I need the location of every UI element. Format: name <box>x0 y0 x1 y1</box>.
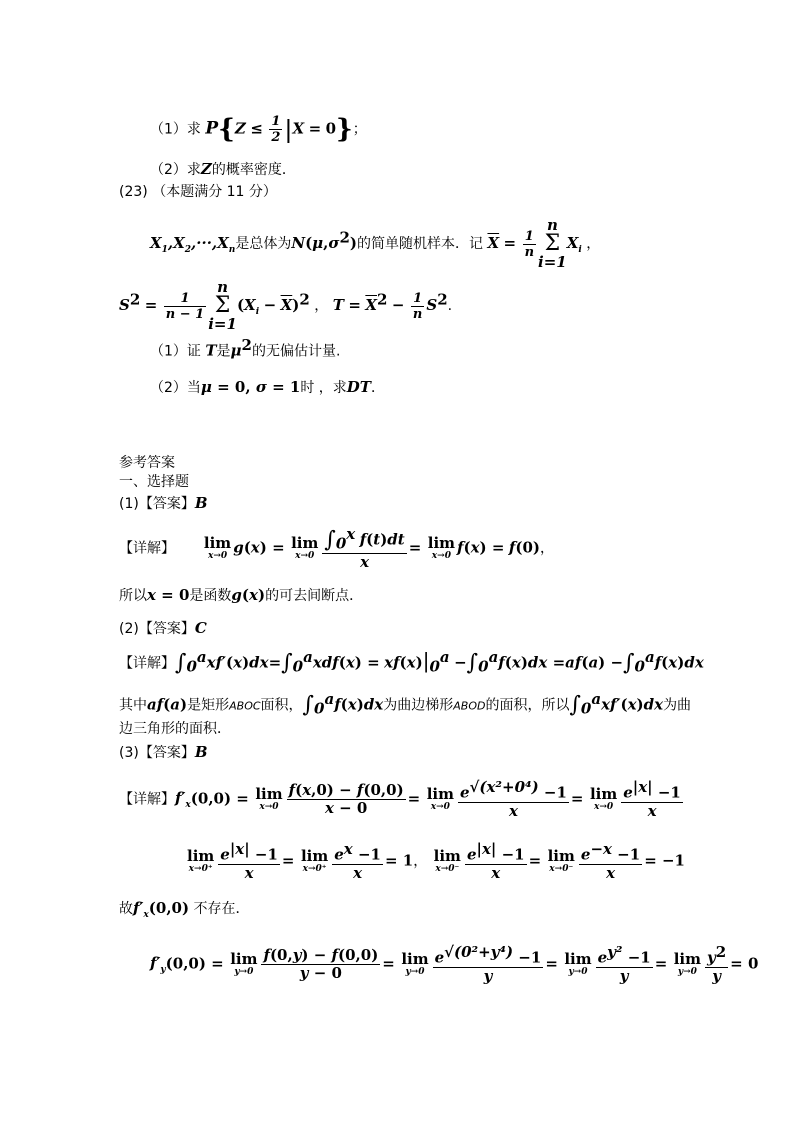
p23-header: (23) （本题满分 11 分） <box>119 184 277 200</box>
p23-part1: （1）证 T是$\mu^2$的无偏估计量. <box>150 336 341 360</box>
q1-detail: 【详解】 lim x→0 g(x) = lim x→0 $\frac{\int_0^x f(t)dt}{x}$ = lim x→0 f(x) = f(0)， <box>119 525 554 571</box>
q2-answer: (2)【答案】C <box>119 619 207 637</box>
q2-explain-line2: 边三角形的面积． <box>119 721 231 737</box>
answers-title: 参考答案 <box>119 455 175 471</box>
q3-answer: (3)【答案】B <box>119 743 208 761</box>
section-choice: 一、选择题 <box>119 474 189 490</box>
q3-detail-line2: lim x→0⁺ $\frac{e^{|x|} -1}{x}$ = lim x→0⁺ $\frac{e^x -1}{x}$ = 1， lim x→0⁻ $\frac{e^{|x|} -1}{x}$ = lim x→0⁻ $\frac{e^{-x} -1}{x}$ = −1 <box>187 840 685 882</box>
q1-conclusion: 所以x = 0是函数g(x)的可去间断点． <box>119 586 364 604</box>
q3-conclusion: 故$f'_x(0,0)$ 不存在． <box>119 899 250 920</box>
p23-part2: （2）当μ = 0, σ = 1时 ，求DT． <box>150 378 385 396</box>
q2-explain-line1: 其中af(a)是矩形ABOC面积，$\int_0^af(x)dx$为曲边梯形ABOD的面积，所以$\int_0^axf'(x)dx$为曲 <box>119 690 692 718</box>
q3-detail-line3: $f'_y(0,0)$ = lim y→0 $\frac{f(0,y) - f(0,0)}{y - 0}$ = lim y→0 $\frac{e^{√(0^2+y^4)} -1}{y}$ = lim y→0 $\frac{e^{y^2} -1}{y}$ = lim y→0 $\frac{y^2}{y}$ = 0 <box>150 943 759 985</box>
q3-detail-line1: 【详解】$f'_x(0,0)$ = lim x→0 $\frac{f(x,0) - f(0,0)}{x - 0}$ = lim x→0 $\frac{e^{√(x^2+0^4)} -1}{x}$ = lim x→0 $\frac{e^{|x|} -1}{x}$ <box>119 778 681 820</box>
p22-part1: （1）求 P{Z ≤ $\frac{1}{2}$ |X = 0}； <box>150 114 367 145</box>
q2-detail: 【详解】$\int_0^axf'(x)dx=\int_0^axdf(x) = xf(x)|_0^a -\int_0^af(x)dx =af(a) -\int_0^af(x)dx$ <box>119 648 704 676</box>
p22-part2: （2）求Z的概率密度． <box>150 160 296 178</box>
q1-answer: (1)【答案】B <box>119 494 208 512</box>
p23-s2-t: $S^2$ = $\frac{1}{n - 1}$ n Σ $i=1(X_i - \overline{X})^2$ ， $T = \overline{X}^2$ − $\frac{1}{n}$ $S^2$. <box>119 278 453 333</box>
p23-intro: $X_1,X_2,\cdot\cdot\cdot,X_n$是总体为$N(\mu,\sigma^2)$的简单随机样本．记 $\overline{X}$ = $\frac{1}{n}$ n Σ $i=1X_i$ ， <box>150 216 601 271</box>
